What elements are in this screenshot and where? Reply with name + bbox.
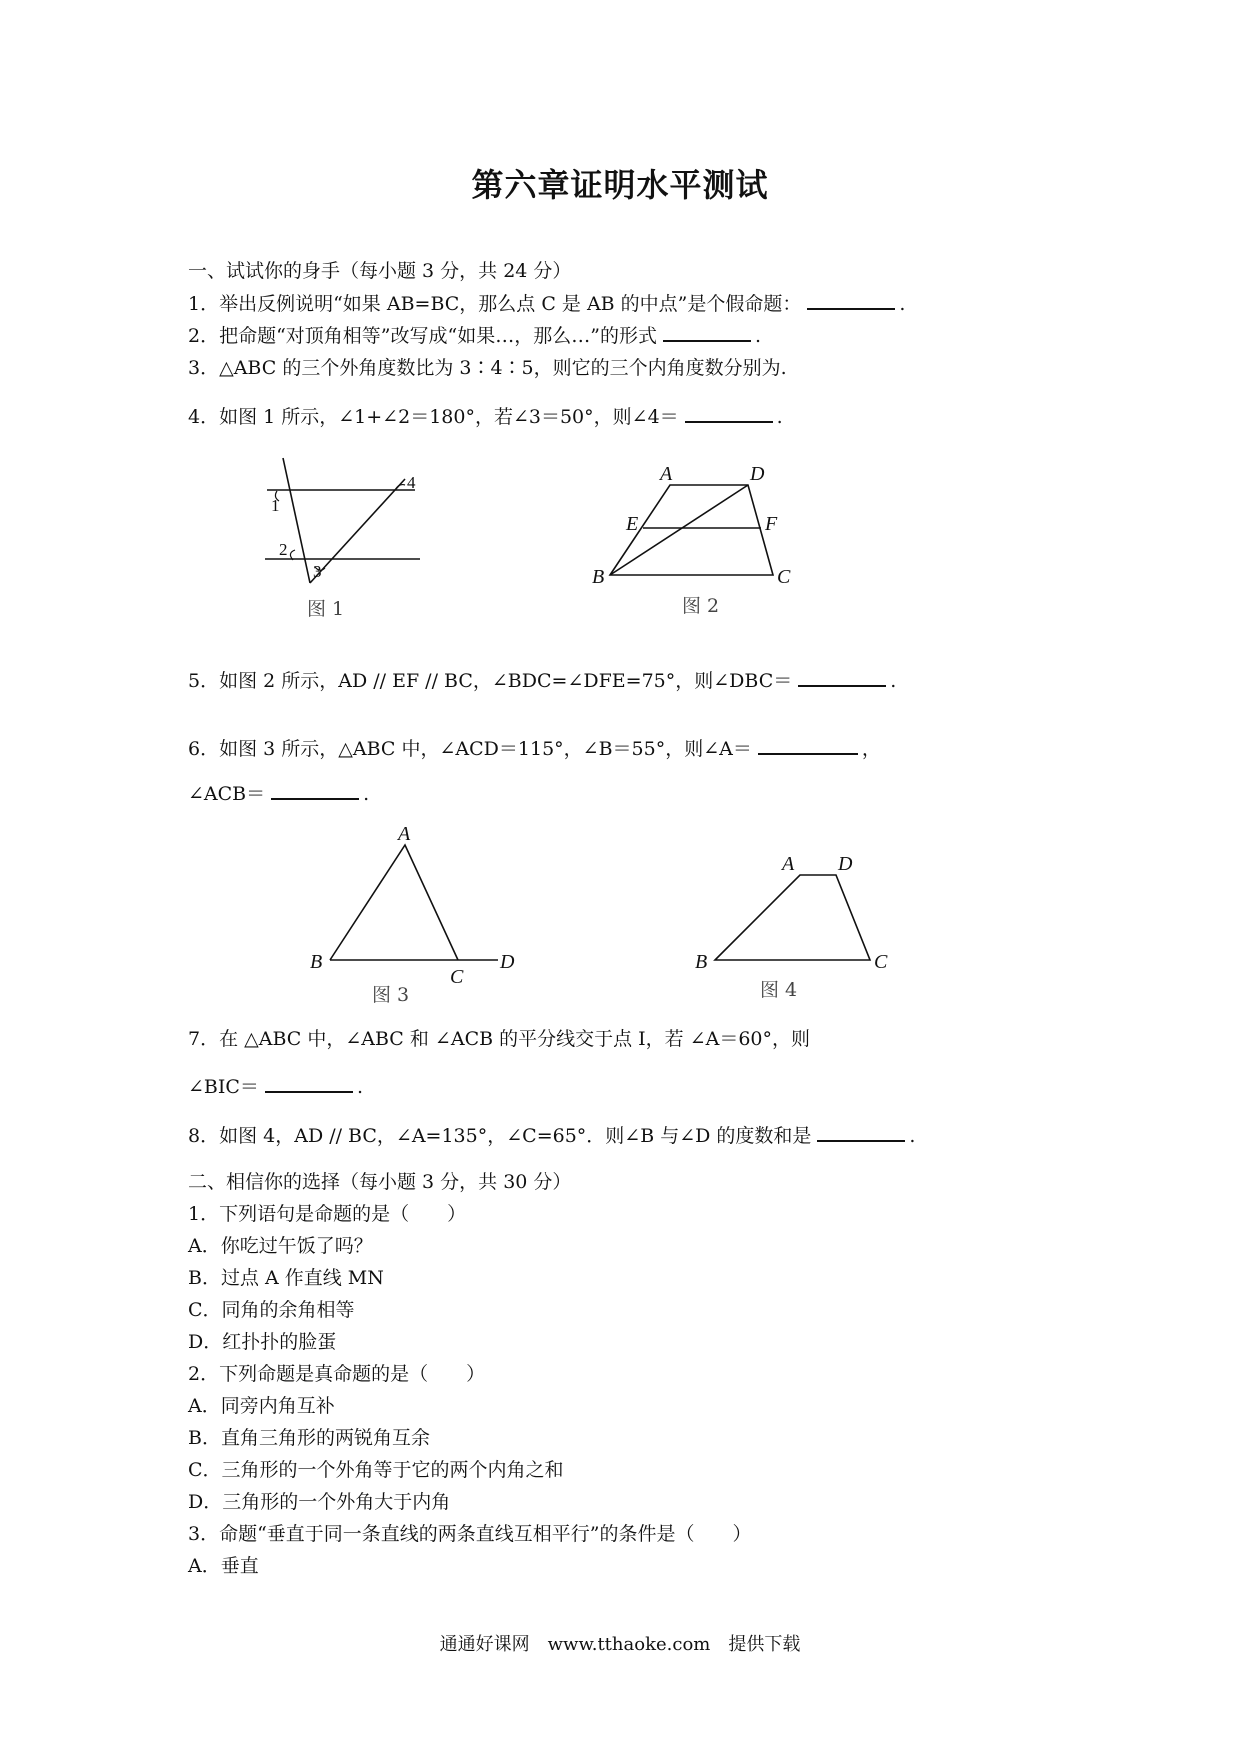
question-2-1-stem: 1．下列语句是命题的是（ ） bbox=[188, 1203, 467, 1225]
point-e-label: E bbox=[626, 513, 639, 535]
vertex-a-label: A bbox=[782, 853, 795, 875]
question-1-1 bbox=[188, 289, 905, 316]
figure-2-caption: 图 2 bbox=[682, 595, 720, 617]
answer-blank[interactable] bbox=[663, 322, 751, 342]
question-text: 8．如图 4，AD // BC，∠A=135°，∠C=65°．则∠B 与∠D 的度数和是 bbox=[188, 1125, 812, 1147]
point-f-label: F bbox=[765, 513, 778, 535]
figure-4-caption: 图 4 bbox=[760, 979, 798, 1001]
question-end: . bbox=[356, 1076, 363, 1098]
vertex-c-label: C bbox=[874, 951, 888, 973]
triangle-sides bbox=[330, 845, 458, 960]
question-1-8 bbox=[188, 1121, 915, 1148]
answer-blank[interactable] bbox=[798, 667, 886, 687]
angle-2-label: 2 bbox=[279, 540, 288, 559]
vertex-b-label: B bbox=[592, 566, 605, 588]
figure-3 bbox=[300, 825, 530, 1005]
option-a[interactable]: A．垂直 bbox=[188, 1555, 259, 1577]
figure-1 bbox=[255, 455, 455, 630]
question-text: 6．如图 3 所示，△ABC 中，∠ACD＝115°，∠B＝55°，则∠A＝ bbox=[188, 738, 752, 760]
question-end: . bbox=[890, 670, 897, 692]
vertex-d-label: D bbox=[750, 463, 765, 485]
question-1-6-line2 bbox=[188, 779, 369, 806]
question-end: . bbox=[776, 406, 783, 428]
section1-heading: 一、试试你的身手（每小题 3 分，共 24 分） bbox=[188, 260, 572, 282]
question-1-7-line2 bbox=[188, 1072, 363, 1099]
option-d[interactable]: D．三角形的一个外角大于内角 bbox=[188, 1491, 451, 1513]
option-b[interactable]: B．过点 A 作直线 MN bbox=[188, 1267, 384, 1289]
question-1-3: 3．△ABC 的三个外角度数比为 3∶4∶5，则它的三个内角度数分别为. bbox=[188, 357, 787, 379]
question-end: . bbox=[363, 783, 370, 805]
question-end: . bbox=[909, 1125, 916, 1147]
trapezoid-abcd bbox=[715, 875, 870, 960]
question-text: ∠BIC＝ bbox=[188, 1076, 259, 1098]
question-1-7: 7．在 △ABC 中，∠ABC 和 ∠ACB 的平分线交于点 I，若 ∠A＝60°，则 bbox=[188, 1028, 811, 1050]
figure-3-caption: 图 3 bbox=[372, 984, 410, 1006]
vertex-a-label: A bbox=[660, 463, 673, 485]
question-1-4 bbox=[188, 402, 783, 429]
question-text: 2．把命题“对顶角相等”改写成“如果…，那么…”的形式 bbox=[188, 325, 657, 347]
question-2-2-stem: 2．下列命题是真命题的是（ ） bbox=[188, 1363, 486, 1385]
angle-4-label: 4 bbox=[407, 473, 416, 492]
point-d-label: D bbox=[500, 951, 515, 973]
transversal-right bbox=[310, 479, 405, 583]
question-1-5 bbox=[188, 666, 896, 693]
answer-blank[interactable] bbox=[265, 1073, 353, 1093]
question-1-2 bbox=[188, 321, 761, 348]
question-text: ∠ACB＝ bbox=[188, 783, 266, 805]
angle-1-label: 1 bbox=[271, 496, 280, 515]
question-end: . bbox=[754, 325, 761, 347]
angle-3-label: 3 bbox=[313, 562, 322, 581]
figure-4 bbox=[690, 850, 910, 1010]
answer-blank[interactable] bbox=[758, 735, 858, 755]
option-c[interactable]: C．同角的余角相等 bbox=[188, 1299, 355, 1321]
question-2-3-stem: 3．命题“垂直于同一条直线的两条直线互相平行”的条件是（ ） bbox=[188, 1523, 752, 1545]
vertex-b-label: B bbox=[310, 951, 323, 973]
option-a[interactable]: A．同旁内角互补 bbox=[188, 1395, 335, 1417]
answer-blank[interactable] bbox=[685, 403, 773, 423]
vertex-c-label: C bbox=[450, 966, 464, 988]
answer-blank[interactable] bbox=[817, 1122, 905, 1142]
question-text: 5．如图 2 所示，AD // EF // BC，∠BDC=∠DFE=75°，则∠DBC＝ bbox=[188, 670, 793, 692]
question-mid: ， bbox=[861, 738, 881, 760]
question-text: 4．如图 1 所示，∠1+∠2＝180°，若∠3＝50°，则∠4＝ bbox=[188, 406, 679, 428]
vertex-d-label: D bbox=[838, 853, 853, 875]
question-end: . bbox=[899, 293, 906, 315]
option-c[interactable]: C．三角形的一个外角等于它的两个内角之和 bbox=[188, 1459, 564, 1481]
option-b[interactable]: B．直角三角形的两锐角互余 bbox=[188, 1427, 430, 1449]
vertex-b-label: B bbox=[695, 951, 708, 973]
option-a[interactable]: A．你吃过午饭了吗？ bbox=[188, 1235, 373, 1257]
vertex-a-label: A bbox=[398, 823, 411, 845]
figure-2 bbox=[580, 460, 810, 625]
footer-credit: 通通好课网 www.tthaoke.com 提供下载 bbox=[439, 1634, 801, 1655]
question-1-6 bbox=[188, 734, 881, 761]
answer-blank[interactable] bbox=[807, 290, 895, 310]
figure-1-caption: 图 1 bbox=[307, 598, 345, 620]
question-text: 1．举出反例说明“如果 AB=BC，那么点 C 是 AB 的中点”是个假命题： bbox=[188, 293, 802, 315]
page-title: 第六章证明水平测试 bbox=[471, 166, 769, 204]
transversal-left bbox=[283, 458, 310, 583]
option-d[interactable]: D．红扑扑的脸蛋 bbox=[188, 1331, 337, 1353]
vertex-c-label: C bbox=[777, 566, 791, 588]
section2-heading: 二、相信你的选择（每小题 3 分，共 30 分） bbox=[188, 1171, 572, 1193]
answer-blank[interactable] bbox=[271, 780, 359, 800]
